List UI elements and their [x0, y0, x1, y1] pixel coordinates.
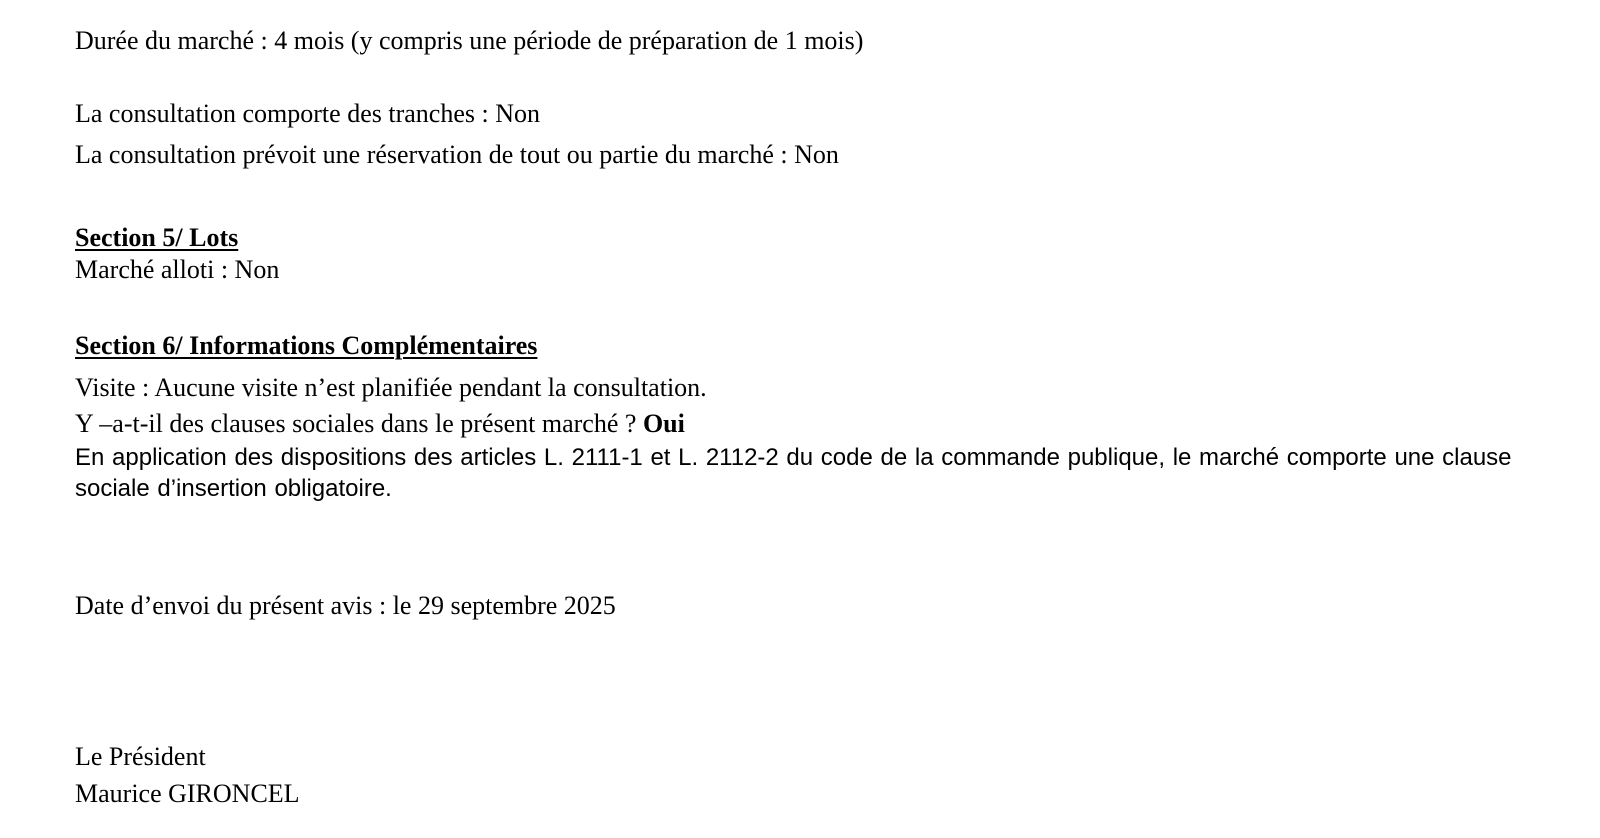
signature-name: Maurice GIRONCEL	[75, 779, 300, 808]
reservation-line: La consultation prévoit une réservation de tout ou partie du marché : Non	[75, 140, 839, 169]
date-envoi-line: Date d’envoi du présent avis : le 29 septembre 2025	[75, 591, 616, 620]
section-6-heading: Section 6/ Informations Complémentaires	[75, 331, 538, 360]
signature-title: Le Président	[75, 742, 206, 771]
clauses-answer: Oui	[642, 409, 685, 438]
clauses-question: Y –a-t-il des clauses sociales dans le présent marché ?	[75, 409, 643, 438]
marche-alloti-line: Marché alloti : Non	[75, 255, 280, 284]
application-paragraph: En application des dispositions des articles L. 2111-1 et L. 2112-2 du code de la commande publique, le marché comporte une clause sociale d’insertion obligatoire.	[75, 444, 1512, 502]
duree-marche-line: Durée du marché : 4 mois (y compris une période de préparation de 1 mois)	[75, 26, 864, 55]
section-5-heading: Section 5/ Lots	[75, 223, 239, 252]
clauses-sociales-line	[75, 409, 685, 439]
tranches-line: La consultation comporte des tranches : Non	[75, 99, 540, 128]
visite-line: Visite : Aucune visite n’est planifiée pendant la consultation.	[75, 373, 707, 402]
